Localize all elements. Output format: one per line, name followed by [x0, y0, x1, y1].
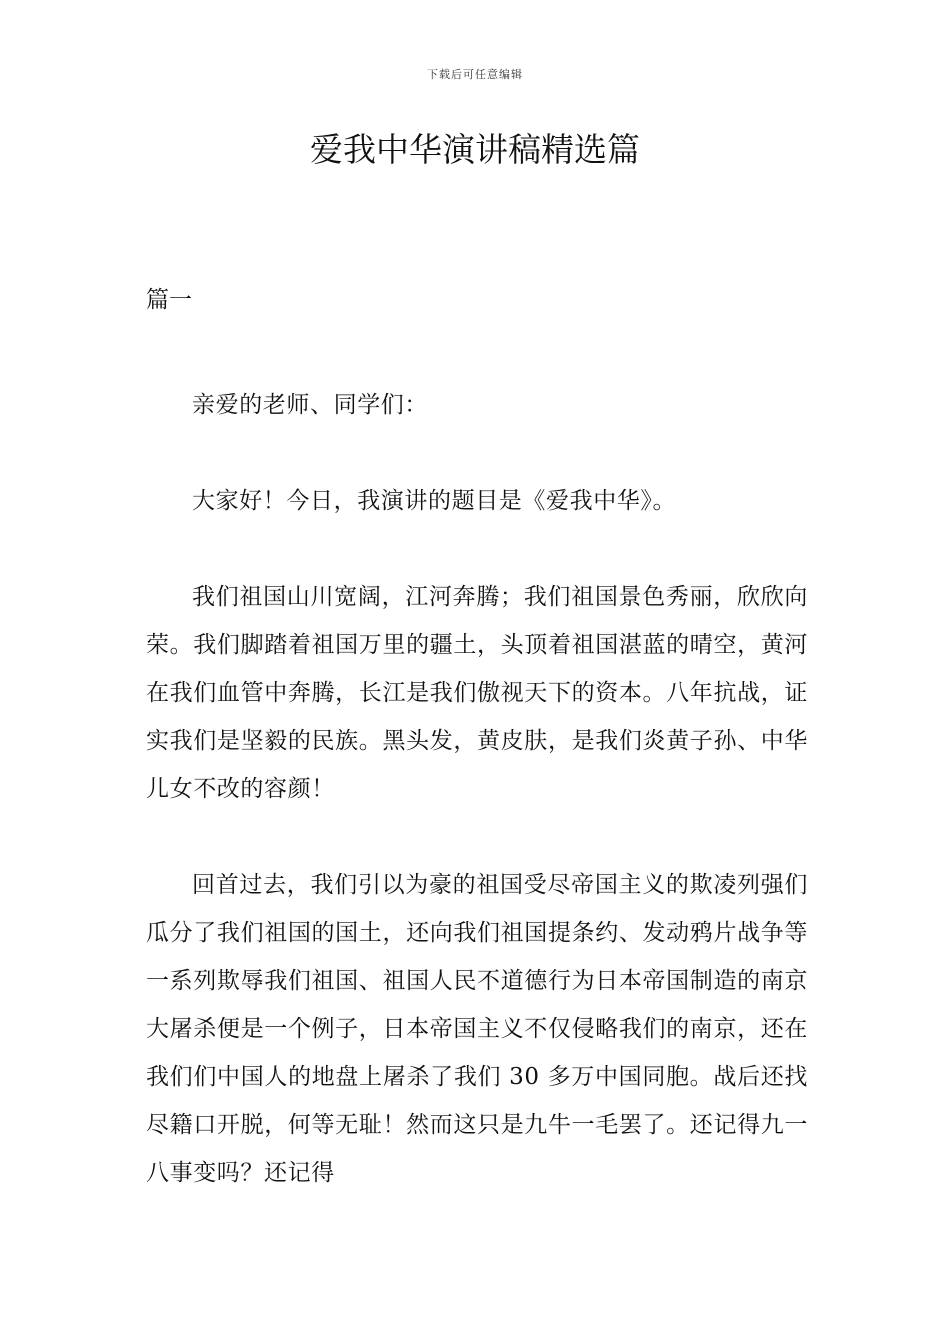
- paragraph-greeting: 亲爱的老师、同学们：: [192, 392, 428, 418]
- paragraph-history: 回首过去，我们引以为豪的祖国受尽帝国主义的欺凌列强们瓜分了我们祖国的国土，还向我们祖国提条约、发动鸦片战争等一系列欺辱我们祖国、祖国人民不道德行为日本帝国制造的南京大屠杀便是一个例子，日本帝国主义不仅侵略我们的南京，还在我们们中国人的地盘上屠杀了我们 30 多万中国同胞。战后还找尽籍口开脱，何等无耻！然而这只是九牛一毛罢了。还记得九一八事变吗？还记得: [146, 872, 808, 1186]
- document-body: [146, 381, 808, 1245]
- document-title: 爱我中华演讲稿精选篇: [310, 130, 640, 169]
- section-label: 篇一: [146, 287, 192, 313]
- paragraph-motherland: 我们祖国山川宽阔，江河奔腾；我们祖国景色秀丽，欣欣向荣。我们脚踏着祖国万里的疆土，头顶着祖国湛蓝的晴空，黄河在我们血管中奔腾，长江是我们傲视天下的资本。八年抗战，证实我们是坚毅的民族。黑头发，黄皮肤，是我们炎黄子孙、中华儿女不改的容颜！: [146, 584, 808, 802]
- header-note: 下载后可任意编辑: [427, 68, 523, 81]
- paragraph-intro: 大家好！今日，我演讲的题目是《爱我中华》。: [192, 488, 677, 514]
